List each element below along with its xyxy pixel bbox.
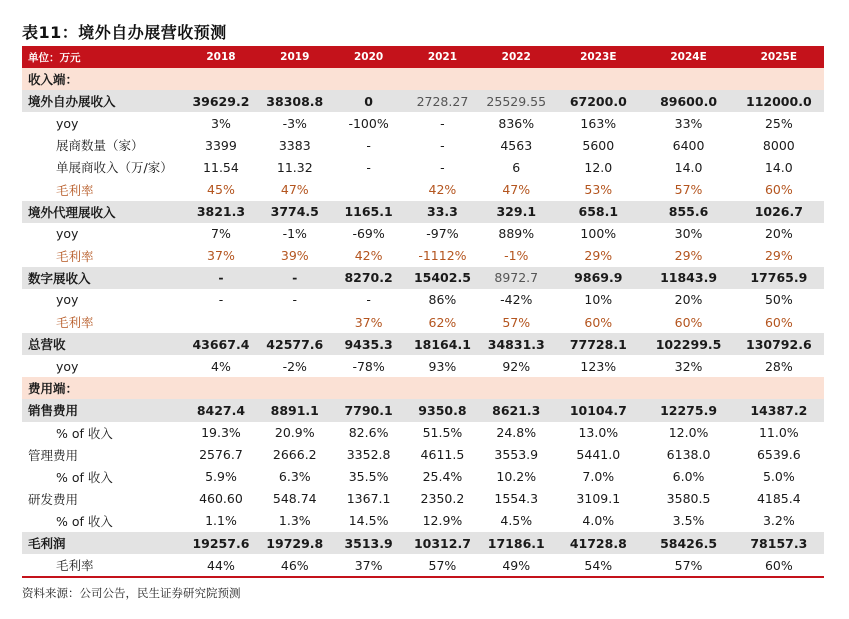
table-cell: 9869.9	[553, 267, 643, 289]
row-label: yoy	[56, 226, 79, 242]
table-cell: 5.0%	[762, 469, 795, 485]
table-cell: 20%	[674, 292, 703, 308]
table-cell: 14.0	[674, 159, 703, 175]
table-cell: 19257.6	[184, 532, 258, 554]
table-cell: -1112%	[418, 248, 467, 264]
table-row-digital-exhibition-gross-margin	[22, 311, 824, 333]
table-cell: 4.5%	[500, 513, 533, 529]
table-cell: 10312.7	[406, 532, 480, 554]
table-cell: 33%	[674, 115, 703, 131]
table-cell: 6539.6	[756, 447, 801, 463]
row-label: 毛利率	[56, 315, 94, 331]
table-cell: 60%	[764, 182, 793, 198]
row-label: 毛利润	[22, 532, 184, 554]
table-row-total-revenue	[22, 333, 824, 355]
table-cell: 2728.27	[406, 90, 480, 112]
table-cell: 889%	[498, 226, 535, 242]
table-row-selling-expense	[22, 399, 824, 421]
table-cell	[332, 68, 406, 90]
table-cell: 14.5%	[348, 513, 389, 529]
row-label: 单展商收入（万/家）	[56, 160, 173, 176]
table-cell: 3399	[205, 137, 237, 153]
table-row-overseas-self-run-yoy	[22, 112, 824, 134]
table-cell: 54%	[553, 554, 643, 577]
table-cell: 12.0%	[668, 425, 709, 441]
table-cell: 42577.6	[258, 333, 332, 355]
table-cell: 836%	[498, 115, 535, 131]
table-cell: 17186.1	[479, 532, 553, 554]
table-cell: 1026.7	[734, 201, 824, 223]
table-cell: 6	[512, 159, 521, 175]
row-label: % of 收入	[56, 469, 113, 485]
table-cell: 25.4%	[422, 469, 463, 485]
table-cell: 658.1	[553, 201, 643, 223]
row-label: 总营收	[22, 333, 184, 355]
table-cell: 329.1	[479, 201, 553, 223]
table-cell	[184, 68, 258, 90]
table-cell: 19.3%	[201, 425, 241, 441]
table-cell: 112000.0	[734, 90, 824, 112]
table-cell: 53%	[584, 182, 613, 198]
table-cell: 3.2%	[762, 513, 795, 529]
table-cell: -42%	[500, 292, 533, 308]
table-cell: 93%	[428, 358, 457, 374]
row-label: % of 收入	[56, 425, 113, 441]
table-cell: 163%	[580, 115, 617, 131]
table-cell: 57%	[406, 554, 480, 577]
table-cell: 5441.0	[576, 447, 621, 463]
row-label: yoy	[56, 292, 79, 308]
table-cell: 45%	[207, 182, 235, 198]
table-cell: 28%	[764, 358, 793, 374]
table-title: 表11：境外自办展营收预测	[22, 23, 227, 42]
table-cell: 9435.3	[332, 333, 406, 355]
table-cell: 6138.0	[666, 447, 711, 463]
table-row-digital-exhibition-revenue	[22, 267, 824, 289]
table-row-rd-expense-ratio	[22, 510, 824, 532]
table-cell: 3352.8	[346, 447, 391, 463]
table-row-digital-exhibition-yoy	[22, 289, 824, 311]
table-cell: -	[366, 292, 371, 308]
table-cell: 60%	[674, 314, 703, 330]
table-cell: 43667.4	[184, 333, 258, 355]
table-cell: 4%	[211, 358, 231, 374]
table-cell	[332, 178, 406, 200]
row-label: 展商数量（家）	[56, 138, 144, 154]
table-cell	[184, 377, 258, 399]
table-cell: 60%	[734, 554, 824, 577]
table-cell: 77728.1	[553, 333, 643, 355]
table-cell: 11843.9	[643, 267, 733, 289]
table-cell: 0	[332, 90, 406, 112]
table-row-overseas-self-run-gross-margin	[22, 178, 824, 200]
table-row-admin-expense	[22, 444, 824, 466]
table-cell: 60%	[584, 314, 613, 330]
table-cell: -	[258, 267, 332, 289]
row-label: 收入端：	[22, 68, 184, 90]
row-label: yoy	[56, 358, 79, 374]
table-cell: 4.0%	[582, 513, 615, 529]
table-cell	[479, 377, 553, 399]
table-cell: 78157.3	[734, 532, 824, 554]
row-label: % of 收入	[56, 513, 113, 529]
table-cell: 1367.1	[346, 491, 391, 507]
table-cell: -	[366, 137, 371, 153]
table-cell: 8891.1	[258, 399, 332, 421]
table-cell: 47%	[280, 182, 309, 198]
table-cell	[734, 377, 824, 399]
row-label: 费用端：	[22, 377, 184, 399]
table-cell: 29%	[764, 248, 793, 264]
table-cell	[479, 68, 553, 90]
table-cell: 7.0%	[582, 469, 615, 485]
table-cell: 3109.1	[576, 491, 621, 507]
table-cell: 58426.5	[643, 532, 733, 554]
table-cell: 19729.8	[258, 532, 332, 554]
row-label: 境外自办展收入	[22, 90, 184, 112]
revenue-forecast-table	[22, 46, 824, 578]
table-cell: 39629.2	[184, 90, 258, 112]
table-cell: 34831.3	[479, 333, 553, 355]
table-cell: 11.0%	[758, 425, 799, 441]
table-cell: 37%	[207, 248, 235, 264]
table-row-rd-expense	[22, 488, 824, 510]
table-cell: 82.6%	[348, 425, 389, 441]
table-cell: 14.0	[764, 159, 793, 175]
unit-header: 单位：万元	[22, 46, 184, 68]
table-row-expense-section	[22, 377, 824, 399]
table-cell: 50%	[764, 292, 793, 308]
table-cell: 89600.0	[643, 90, 733, 112]
row-label: 销售费用	[22, 399, 184, 421]
table-cell: 29%	[584, 248, 613, 264]
table-cell: 8000	[762, 137, 795, 153]
table-cell: 10%	[584, 292, 613, 308]
year-header: 2022	[479, 46, 553, 68]
table-cell: 11.32	[276, 159, 313, 175]
table-cell: 3%	[211, 115, 231, 131]
table-cell: 3553.9	[494, 447, 539, 463]
table-cell: 20%	[764, 226, 793, 242]
table-cell: 46%	[258, 554, 332, 577]
table-cell: 100%	[580, 226, 617, 242]
table-row-total-revenue-yoy	[22, 355, 824, 377]
table-cell: 32%	[674, 358, 703, 374]
table-cell: 6.3%	[278, 469, 311, 485]
table-cell: 2576.7	[199, 447, 243, 463]
table-cell: 8972.7	[479, 267, 553, 289]
table-cell	[332, 377, 406, 399]
table-cell: -97%	[426, 226, 459, 242]
table-cell: -1%	[282, 226, 307, 242]
table-row-revenue-per-exhibitor	[22, 156, 824, 178]
table-cell: 51.5%	[422, 425, 463, 441]
table-cell: 12.0	[584, 159, 613, 175]
table-cell	[406, 377, 480, 399]
row-label: 毛利率	[22, 554, 184, 577]
table-row-overseas-self-run-revenue	[22, 90, 824, 112]
table-cell: 57%	[502, 314, 531, 330]
table-cell: -	[218, 292, 224, 308]
table-cell: 35.5%	[348, 469, 389, 485]
table-cell: 29%	[674, 248, 703, 264]
table-cell: 8621.3	[479, 399, 553, 421]
row-label: yoy	[56, 115, 79, 131]
table-cell: 38308.8	[258, 90, 332, 112]
table-cell: 6.0%	[672, 469, 705, 485]
table-cell: 4185.4	[756, 491, 801, 507]
table-cell: 2666.2	[272, 447, 317, 463]
table-cell: 4611.5	[420, 447, 465, 463]
table-cell: 25%	[764, 115, 793, 131]
table-cell	[406, 68, 480, 90]
year-header: 2020	[332, 46, 406, 68]
source-note: 资料来源：公司公告，民生证券研究院预测	[22, 586, 241, 600]
table-row-admin-expense-ratio	[22, 466, 824, 488]
table-cell: 3580.5	[666, 491, 711, 507]
row-label: 毛利率	[56, 248, 94, 264]
table-cell: -	[184, 267, 258, 289]
row-label: 管理费用	[28, 447, 79, 463]
year-header: 2023E	[553, 46, 643, 68]
table-cell	[258, 68, 332, 90]
table-cell: 10104.7	[553, 399, 643, 421]
table-cell	[553, 377, 643, 399]
table-cell: 1165.1	[332, 201, 406, 223]
table-cell: 10.2%	[496, 469, 537, 485]
table-cell: 44%	[184, 554, 258, 577]
table-header-row	[22, 46, 824, 68]
year-header: 2021	[406, 46, 480, 68]
table-cell: 5600	[582, 137, 615, 153]
table-cell: 123%	[580, 358, 617, 374]
year-header: 2019	[258, 46, 332, 68]
table-cell: 5.9%	[205, 469, 237, 485]
table-cell: -	[440, 159, 445, 175]
table-cell: 62%	[428, 314, 457, 330]
table-cell: -69%	[352, 226, 385, 242]
table-cell	[258, 377, 332, 399]
table-cell	[643, 377, 733, 399]
table-row-overseas-agency-revenue	[22, 201, 824, 223]
table-cell: 37%	[354, 314, 383, 330]
table-cell: 3513.9	[332, 532, 406, 554]
table-cell: 42%	[428, 182, 457, 198]
table-cell: 47%	[502, 182, 531, 198]
table-row-selling-expense-ratio	[22, 422, 824, 444]
table-cell: -100%	[348, 115, 389, 131]
table-row-gross-profit	[22, 532, 824, 554]
table-cell: 39%	[280, 248, 309, 264]
table-cell: -	[292, 292, 298, 308]
table-cell: -78%	[352, 358, 385, 374]
table-row-revenue-section	[22, 68, 824, 90]
table-cell: 24.8%	[496, 425, 537, 441]
table-cell: 20.9%	[274, 425, 315, 441]
table-cell: 460.60	[199, 491, 243, 507]
row-label: 数字展收入	[22, 267, 184, 289]
table-row-total-gross-margin	[22, 554, 824, 577]
table-cell: 25529.55	[479, 90, 553, 112]
year-header: 2025E	[734, 46, 824, 68]
table-cell: 7790.1	[332, 399, 406, 421]
year-header: 2024E	[643, 46, 733, 68]
table-cell: 60%	[764, 314, 793, 330]
table-cell	[553, 68, 643, 90]
table-row-overseas-agency-gross-margin	[22, 245, 824, 267]
table-cell: 6400	[672, 137, 705, 153]
table-cell: 4563	[500, 137, 533, 153]
table-cell: 1554.3	[494, 491, 539, 507]
table-cell: 33.3	[406, 201, 480, 223]
table-cell: -	[366, 159, 371, 175]
table-cell	[258, 311, 332, 333]
table-cell: 30%	[674, 226, 703, 242]
table-cell: 12.9%	[422, 513, 463, 529]
table-cell: 15402.5	[406, 267, 480, 289]
year-header: 2018	[184, 46, 258, 68]
table-cell: 3.5%	[672, 513, 705, 529]
row-label: 境外代理展收入	[22, 201, 184, 223]
table-cell: 13.0%	[578, 425, 619, 441]
table-cell: 14387.2	[734, 399, 824, 421]
table-cell: -	[440, 137, 445, 153]
table-cell: 92%	[502, 358, 531, 374]
table-cell: 12275.9	[643, 399, 733, 421]
table-cell: 17765.9	[734, 267, 824, 289]
table-cell: -3%	[282, 115, 307, 131]
table-cell: 3383	[278, 137, 311, 153]
table-cell: 102299.5	[643, 333, 733, 355]
table-cell: 8427.4	[184, 399, 258, 421]
table-cell: 11.54	[203, 159, 239, 175]
table-cell: 9350.8	[406, 399, 480, 421]
table-cell: -	[440, 115, 445, 131]
table-cell: 548.74	[272, 491, 317, 507]
table-cell: 57%	[643, 554, 733, 577]
table-cell: 7%	[211, 226, 231, 242]
table-cell: 42%	[354, 248, 383, 264]
table-cell	[184, 311, 258, 333]
table-cell: 1.1%	[205, 513, 237, 529]
table-cell: 3821.3	[184, 201, 258, 223]
table-cell	[734, 68, 824, 90]
row-label: 研发费用	[28, 491, 79, 507]
table-cell: 3774.5	[258, 201, 332, 223]
row-label: 毛利率	[56, 182, 94, 198]
table-cell: 130792.6	[734, 333, 824, 355]
table-cell: 18164.1	[406, 333, 480, 355]
table-cell: 8270.2	[332, 267, 406, 289]
table-row-exhibitor-count	[22, 134, 824, 156]
table-cell: -1%	[504, 248, 529, 264]
table-cell: -2%	[282, 358, 307, 374]
table-cell: 49%	[479, 554, 553, 577]
table-cell: 86%	[428, 292, 457, 308]
table-cell: 855.6	[643, 201, 733, 223]
table-cell: 41728.8	[553, 532, 643, 554]
table-cell: 67200.0	[553, 90, 643, 112]
table-cell	[643, 68, 733, 90]
table-cell: 37%	[332, 554, 406, 577]
table-cell: 1.3%	[278, 513, 311, 529]
table-cell: 57%	[674, 182, 703, 198]
table-cell: 2350.2	[420, 491, 465, 507]
table-row-overseas-agency-yoy	[22, 223, 824, 245]
